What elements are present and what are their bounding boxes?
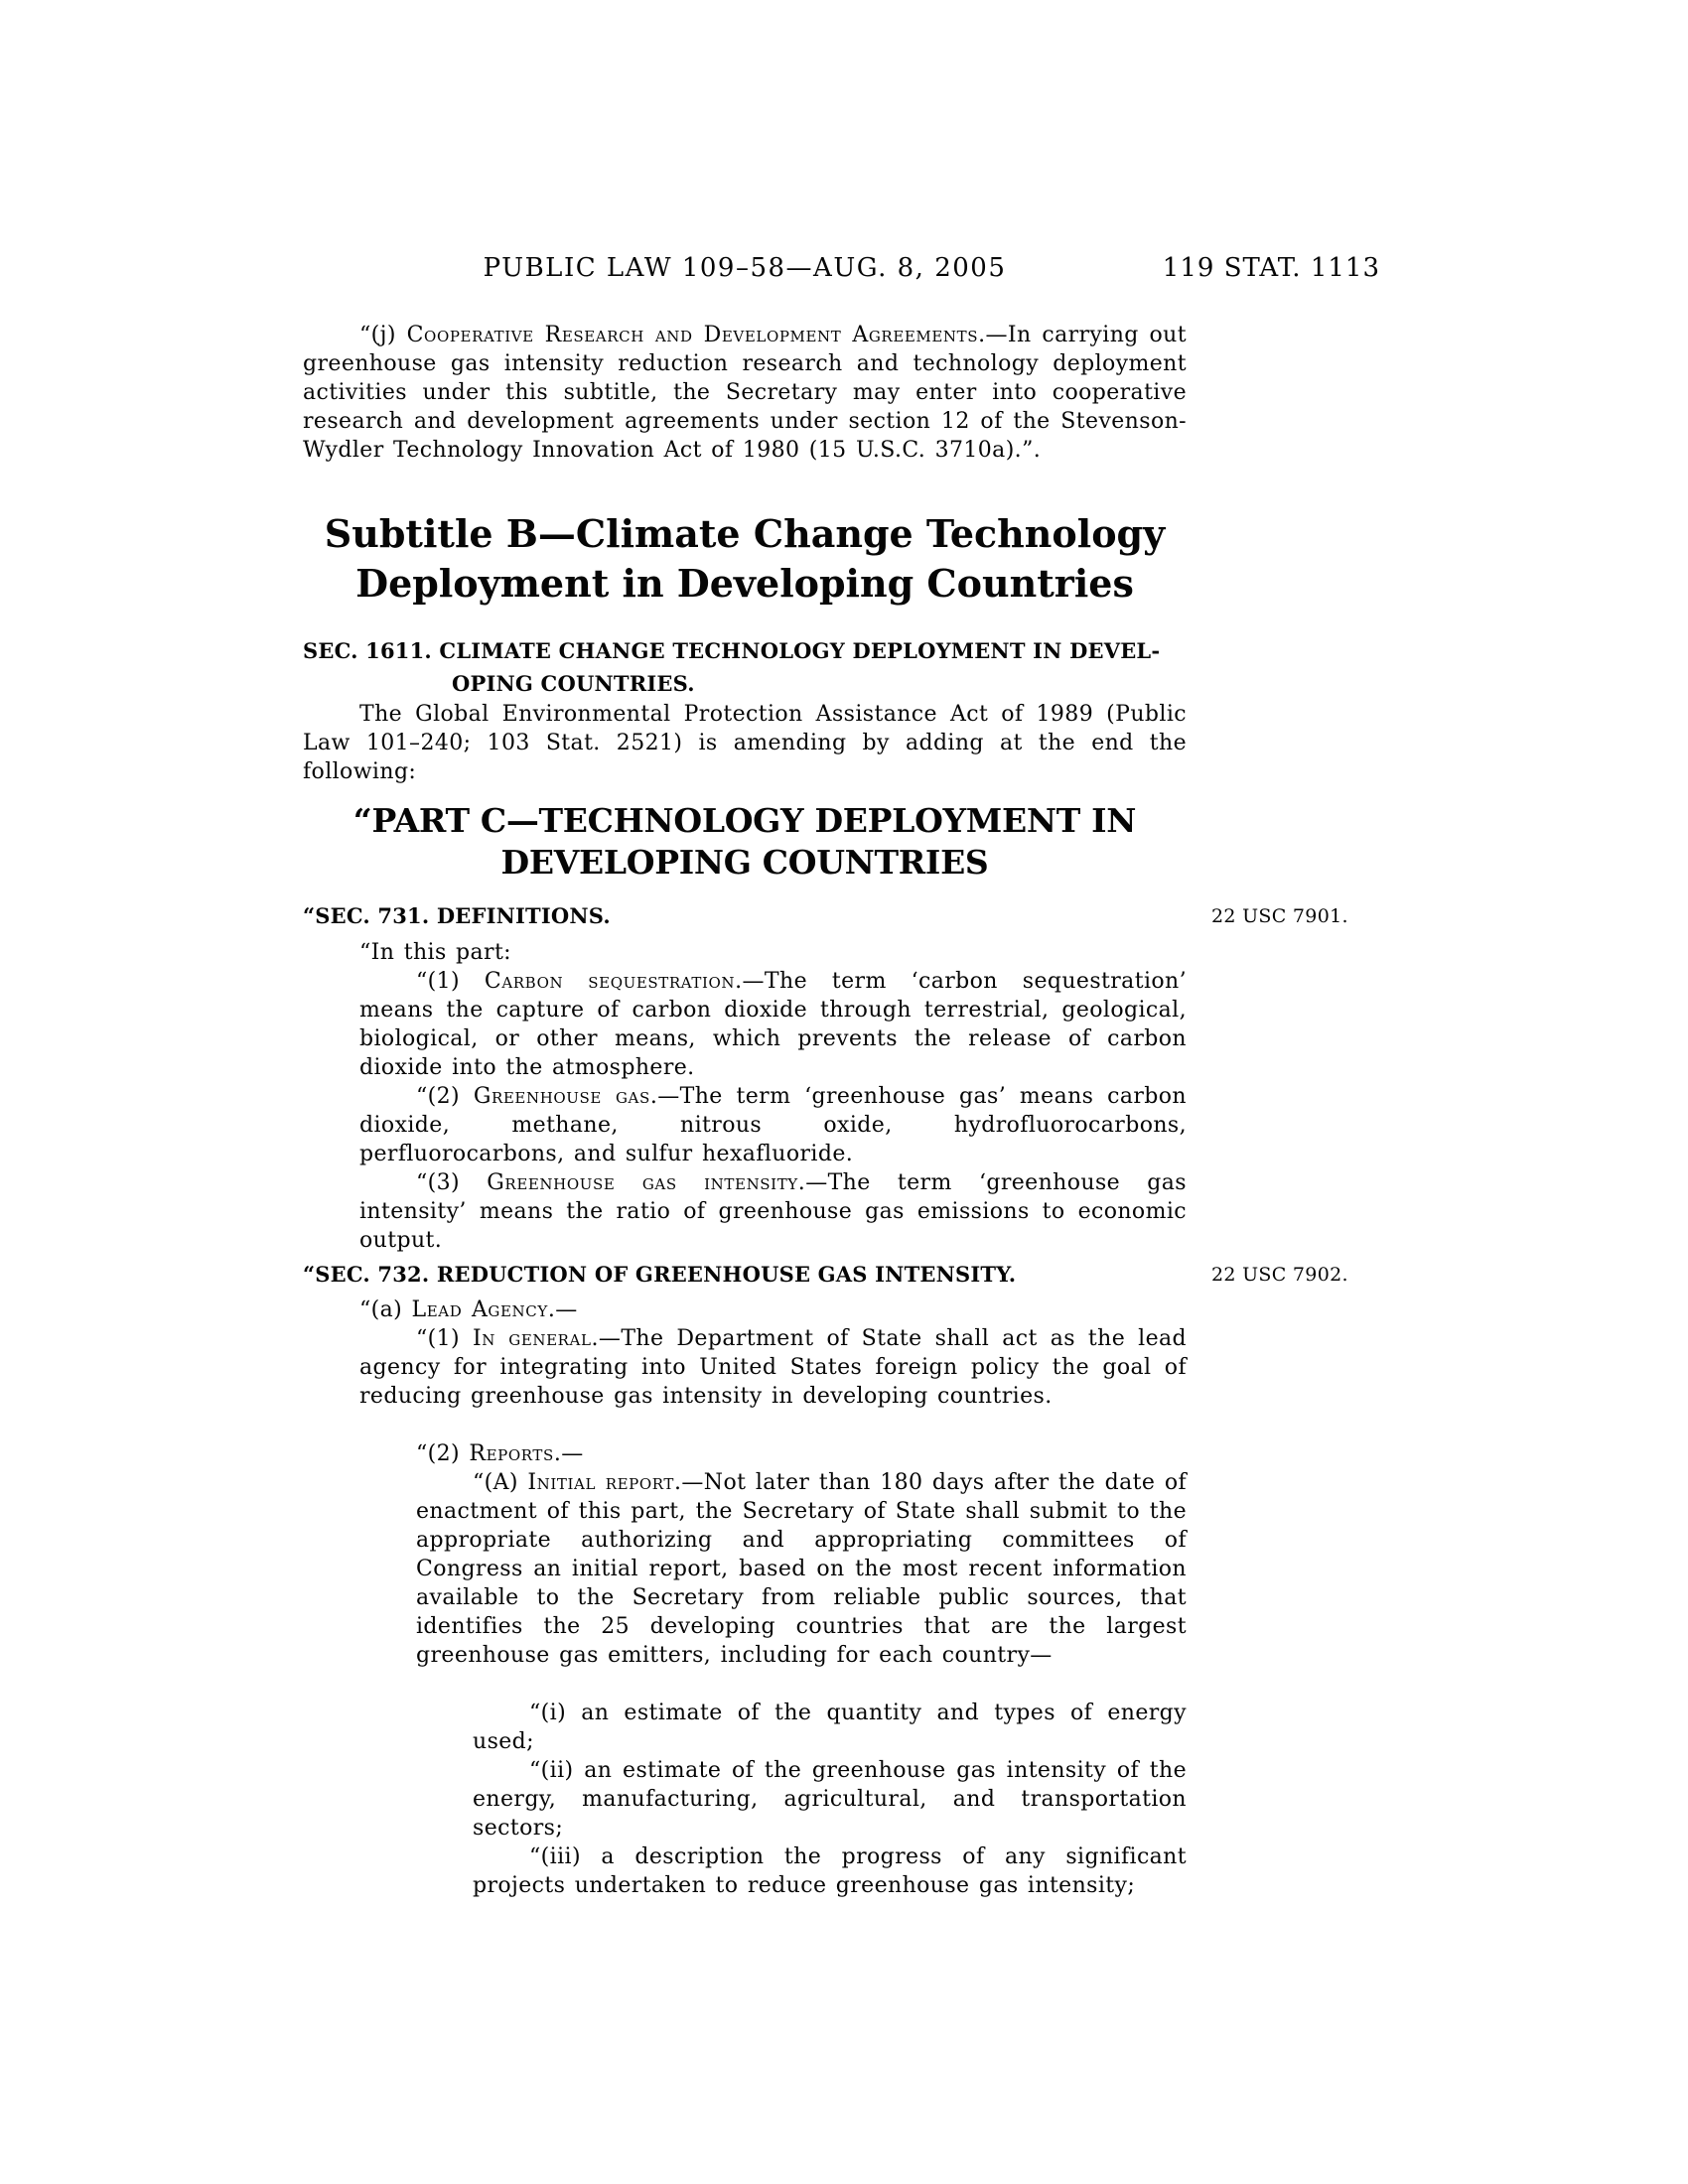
- text-run: .—The term ‘greenhouse gas’ means carbon dioxide, methane, nitrous oxide, hydrofluorocarbons, perfluorocarbons, and sulfur hexafluoride.: [359, 1084, 1187, 1166]
- text-run: “(2): [416, 1441, 470, 1466]
- heading-line: “PART C—TECHNOLOGY DEPLOYMENT IN: [352, 801, 1137, 840]
- statute-paragraph: [359, 1168, 1187, 1255]
- subtitle-heading: [303, 509, 1187, 609]
- text-run: .—Not later than 180 days after the date of enactment of this part, the Secretary of State shall submit to the appropriate authorizing and appropriating committees of Congress an initial report, based on the most recent information available to the Secretary from reliable public sources, that identifies the 25 developing countries that are the largest greenhouse gas emitters, including for each country—: [416, 1470, 1188, 1668]
- text-run: .—: [553, 1441, 584, 1466]
- statute-paragraph: [359, 1439, 1187, 1468]
- statute-paragraph: [416, 1468, 1187, 1699]
- section-heading: [303, 899, 1348, 932]
- text-run: “In this part:: [359, 940, 511, 965]
- statute-paragraph: [473, 1699, 1187, 1756]
- us-code-margin-note: 22 USC 7901.: [1211, 905, 1348, 927]
- statute-paragraph: [359, 1324, 1187, 1439]
- statute-paragraph: [303, 1296, 1187, 1324]
- small-caps-term: Greenhouse gas intensity: [487, 1170, 798, 1195]
- text-run: “(ii) an estimate of the greenhouse gas intensity of the energy, manufacturing, agricultural, and transportation sectors;: [473, 1758, 1187, 1841]
- text-run: .—In carrying out greenhouse gas intensity reduction research and technology deployment activities under this subtitle, the Secretary may enter into cooperative research and development agreements under section 12 of the Stevenson-Wydler Technology Innovation Act of 1980 (15 U.S.C. 3710a).”.: [303, 323, 1187, 463]
- statute-paragraph: [303, 700, 1187, 786]
- small-caps-term: Carbon sequestration: [484, 969, 736, 994]
- text-run: .—The term ‘greenhouse gas intensity’ means the ratio of greenhouse gas emissions to economic output.: [359, 1170, 1187, 1253]
- heading-line: “SEC. 732. REDUCTION OF GREENHOUSE GAS INTENSITY.: [303, 1262, 1017, 1287]
- statute-paragraph: [359, 1082, 1187, 1168]
- small-caps-term: Greenhouse gas: [473, 1084, 650, 1109]
- page-header-stat-number: 119 STAT. 1113: [1162, 253, 1380, 283]
- text-run: “(1): [416, 1326, 474, 1351]
- heading-line: DEVELOPING COUNTRIES: [500, 843, 989, 882]
- section-heading: [303, 634, 1187, 700]
- statute-paragraph: [359, 967, 1187, 1082]
- text-run: “(2): [416, 1084, 474, 1109]
- text-run: “(3): [416, 1170, 488, 1195]
- us-code-margin-note: 22 USC 7902.: [1211, 1264, 1348, 1286]
- heading-line: Deployment in Developing Countries: [355, 561, 1134, 606]
- heading-line: “SEC. 731. DEFINITIONS.: [303, 903, 611, 928]
- text-run: The Global Environmental Protection Assistance Act of 1989 (Public Law 101–240; 103 Stat. 2521) is amending by adding at the end the following:: [303, 702, 1187, 784]
- page-header-title: PUBLIC LAW 109–58—AUG. 8, 2005: [483, 253, 1007, 283]
- text-run: “(A): [473, 1470, 528, 1495]
- text-run: “(a): [359, 1297, 412, 1322]
- heading-line: SEC. 1611. CLIMATE CHANGE TECHNOLOGY DEPLOYMENT IN DEVEL-: [303, 638, 1161, 663]
- section-heading: [303, 1258, 1348, 1291]
- small-caps-term: In general: [473, 1326, 592, 1351]
- text-run: “(i) an estimate of the quantity and types of energy used;: [473, 1701, 1187, 1754]
- heading-line: OPING COUNTRIES.: [452, 671, 695, 696]
- small-caps-term: Lead Agency: [411, 1297, 548, 1322]
- text-run: “(1): [416, 969, 485, 994]
- statute-paragraph: [473, 1843, 1187, 1929]
- text-run: .—The term ‘carbon sequestration’ means the capture of carbon dioxide through terrestrial, geological, biological, or other means, which prevents the release of carbon dioxide into the atmosphere.: [359, 969, 1187, 1080]
- statute-paragraph: [303, 321, 1187, 493]
- small-caps-term: Reports: [469, 1441, 554, 1466]
- small-caps-term: Cooperative Research and Development Agreements: [406, 323, 979, 347]
- statute-paragraph: [303, 938, 1187, 967]
- text-run: .—The Department of State shall act as the lead agency for integrating into United States foreign policy the goal of reducing greenhouse gas intensity in developing countries.: [359, 1326, 1187, 1409]
- text-run: .—: [547, 1297, 578, 1322]
- small-caps-term: Initial report: [527, 1470, 675, 1495]
- statute-paragraph: [473, 1756, 1187, 1843]
- text-run: “(j): [359, 323, 407, 347]
- text-run: “(iii) a description the progress of any significant projects undertaken to reduce greenhouse gas intensity;: [473, 1844, 1187, 1898]
- part-heading: [303, 800, 1187, 884]
- heading-line: Subtitle B—Climate Change Technology: [324, 511, 1166, 556]
